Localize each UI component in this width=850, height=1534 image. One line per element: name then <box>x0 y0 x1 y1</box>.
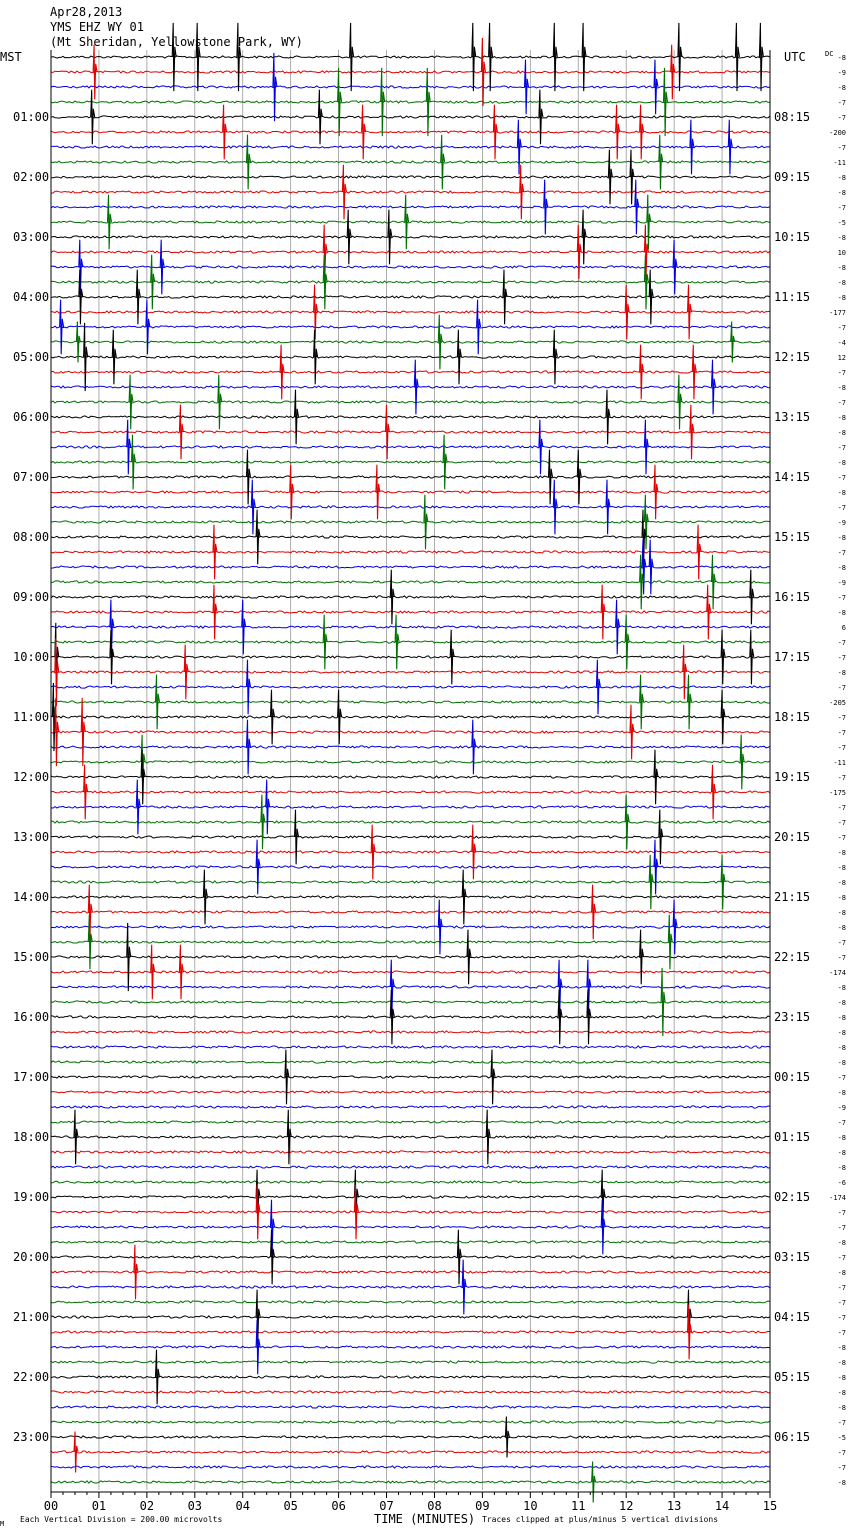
mst-hour-label: 19:00 <box>13 1190 50 1204</box>
trace-row-92 <box>51 1436 770 1438</box>
dc-offset-row-60: -7 <box>837 954 846 962</box>
dc-offset-row-90: -8 <box>837 1404 846 1412</box>
location-label: (Mt Sheridan, Yellowstone Park, WY) <box>50 35 303 49</box>
event-99 <box>553 480 557 535</box>
trace-row-44 <box>51 716 770 718</box>
dc-offset-row-87: -8 <box>837 1359 846 1367</box>
dc-offset-row-34: -8 <box>837 564 846 572</box>
utc-hour-label: 10:15 <box>774 230 811 244</box>
trace-row-54 <box>51 866 770 868</box>
dc-offset-row-4: -7 <box>837 114 846 122</box>
trace-row-80 <box>51 1256 770 1258</box>
event-115 <box>707 585 711 640</box>
utc-hour-label: 11:15 <box>774 290 811 304</box>
dc-offset-row-23: -7 <box>837 399 846 407</box>
utc-hour-label: 15:15 <box>774 530 811 544</box>
utc-hour-label: 23:15 <box>774 1010 811 1024</box>
dc-offset-row-22: -8 <box>837 384 846 392</box>
dc-offset-row-58: -8 <box>837 924 846 932</box>
x-tick-label-04: 04 <box>235 1499 250 1513</box>
trace-row-36 <box>51 596 770 598</box>
dc-offset-row-7: -11 <box>833 159 846 167</box>
trace-row-29 <box>51 491 770 493</box>
date-label: Apr28,2013 <box>50 5 123 19</box>
dc-offset-row-50: -7 <box>837 804 846 812</box>
utc-hour-label: 18:15 <box>774 710 811 724</box>
dc-offset-row-55: -8 <box>837 879 846 887</box>
dc-offset-row-64: -8 <box>837 1014 846 1022</box>
utc-hour-label: 20:15 <box>774 830 811 844</box>
trace-row-0 <box>51 56 770 58</box>
trace-row-28 <box>51 476 770 478</box>
dc-offset-row-52: -7 <box>837 834 846 842</box>
dc-offset-row-2: -8 <box>837 84 846 92</box>
utc-hour-label: 03:15 <box>774 1250 811 1264</box>
trace-row-6 <box>51 146 770 148</box>
dc-offset-row-83: -7 <box>837 1299 846 1307</box>
dc-offset-row-53: -8 <box>837 849 846 857</box>
dc-offset-row-65: -8 <box>837 1029 846 1037</box>
dc-offset-row-27: -8 <box>837 459 846 467</box>
trace-row-23 <box>51 401 770 403</box>
mst-hour-label: 20:00 <box>13 1250 50 1264</box>
trace-row-9 <box>51 191 770 193</box>
event-183 <box>491 1050 495 1105</box>
seismic-traces <box>51 56 770 1483</box>
dc-offset-row-81: -8 <box>837 1269 846 1277</box>
dc-offset-row-69: -8 <box>837 1089 846 1097</box>
mst-hour-label: 01:00 <box>13 110 50 124</box>
trace-row-14 <box>51 266 770 268</box>
trace-row-17 <box>51 311 770 313</box>
x-tick-label-06: 06 <box>331 1499 346 1513</box>
trace-row-67 <box>51 1061 770 1063</box>
dc-offset-row-8: -8 <box>837 174 846 182</box>
utc-hour-label: 16:15 <box>774 590 811 604</box>
dc-offset-row-56: -8 <box>837 894 846 902</box>
event-140 <box>81 698 85 766</box>
dc-offset-row-17: -177 <box>829 309 846 317</box>
dc-label: DC <box>825 50 834 58</box>
trace-row-21 <box>51 371 770 373</box>
x-tick-label-15: 15 <box>762 1499 778 1513</box>
trace-row-4 <box>51 116 770 118</box>
trace-row-75 <box>51 1181 770 1183</box>
x-tick-label-10: 10 <box>523 1499 538 1513</box>
dc-offset-row-28: -7 <box>837 474 846 482</box>
mst-hour-label: 03:00 <box>13 230 50 244</box>
dc-offset-row-40: -7 <box>837 654 846 662</box>
dc-offset-row-89: -8 <box>837 1389 846 1397</box>
utc-hour-label: 12:15 <box>774 350 811 364</box>
dc-offset-row-84: -7 <box>837 1314 846 1322</box>
trace-row-81 <box>51 1271 770 1273</box>
dc-offset-row-21: -7 <box>837 369 846 377</box>
trace-row-55 <box>51 881 770 883</box>
dc-offset-row-26: -7 <box>837 444 846 452</box>
utc-hour-label: 19:15 <box>774 770 811 784</box>
mst-hour-label: 09:00 <box>13 590 50 604</box>
x-tick-label-13: 13 <box>666 1499 682 1513</box>
dc-offset-row-95: -8 <box>837 1479 846 1487</box>
mst-hour-label: 05:00 <box>13 350 50 364</box>
utc-hour-label: 04:15 <box>774 1310 811 1324</box>
mst-hour-label: 22:00 <box>13 1370 50 1384</box>
trace-row-8 <box>51 176 770 178</box>
dc-offset-row-59: -7 <box>837 939 846 947</box>
mst-hour-label: 23:00 <box>13 1430 50 1444</box>
dc-offset-row-72: -8 <box>837 1134 846 1142</box>
dc-offset-row-25: -8 <box>837 429 846 437</box>
trace-row-85 <box>51 1331 770 1333</box>
trace-row-73 <box>51 1151 770 1153</box>
clip-note: Traces clipped at plus/minus 5 vertical divisions <box>482 1515 719 1524</box>
dc-offset-row-13: 10 <box>837 249 846 257</box>
trace-row-49 <box>51 791 770 793</box>
dc-offset-row-66: -8 <box>837 1044 846 1052</box>
trace-row-26 <box>51 446 770 448</box>
trace-row-34 <box>51 566 770 568</box>
mst-hour-label: 13:00 <box>13 830 50 844</box>
dc-offset-row-3: -7 <box>837 99 846 107</box>
dc-offset-row-91: -7 <box>837 1419 846 1427</box>
scale-note: Each Vertical Division = 200.00 microvolts <box>20 1515 223 1524</box>
utc-hour-label: 13:15 <box>774 410 811 424</box>
trace-row-69 <box>51 1091 770 1093</box>
axes <box>44 50 777 1513</box>
trace-row-2 <box>51 86 770 88</box>
dc-offset-row-75: -6 <box>837 1179 846 1187</box>
dc-offset-row-5: -200 <box>829 129 846 137</box>
dc-offset-row-45: -7 <box>837 729 846 737</box>
trace-row-5 <box>51 131 770 133</box>
mst-hour-label: 21:00 <box>13 1310 50 1324</box>
event-149 <box>712 765 716 820</box>
dc-offset-row-88: -8 <box>837 1374 846 1382</box>
trace-row-87 <box>51 1361 770 1363</box>
trace-row-50 <box>51 806 770 808</box>
mst-hour-label: 16:00 <box>13 1010 50 1024</box>
dc-offset-row-48: -7 <box>837 774 846 782</box>
trace-row-46 <box>51 746 770 748</box>
trace-row-40 <box>51 656 770 658</box>
utc-hour-label: 06:15 <box>774 1430 811 1444</box>
mst-label: MST <box>0 50 22 64</box>
dc-offset-row-57: -8 <box>837 909 846 917</box>
dc-offset-row-54: -8 <box>837 864 846 872</box>
trace-row-65 <box>51 1031 770 1033</box>
x-tick-label-11: 11 <box>571 1499 586 1513</box>
dc-offset-row-71: -7 <box>837 1119 846 1127</box>
utc-hour-label: 14:15 <box>774 470 811 484</box>
utc-hour-label: 09:15 <box>774 170 811 184</box>
mst-hour-label: 12:00 <box>13 770 50 784</box>
trace-row-76 <box>51 1196 770 1198</box>
dc-offset-row-51: -7 <box>837 819 846 827</box>
dc-offset-row-49: -175 <box>829 789 846 797</box>
trace-row-90 <box>51 1406 770 1408</box>
trace-row-82 <box>51 1286 770 1288</box>
dc-offset-row-77: -7 <box>837 1209 846 1217</box>
dc-offset-row-93: -7 <box>837 1449 846 1457</box>
x-tick-label-08: 08 <box>427 1499 442 1513</box>
trace-row-48 <box>51 776 770 778</box>
dc-offset-row-63: -8 <box>837 999 846 1007</box>
event-33 <box>441 135 445 190</box>
dc-offset-row-36: -7 <box>837 594 846 602</box>
dc-offset-row-76: -174 <box>829 1194 846 1202</box>
trace-row-86 <box>51 1346 770 1348</box>
utc-hour-label: 17:15 <box>774 650 811 664</box>
trace-row-79 <box>51 1241 770 1243</box>
dc-offset-row-18: -7 <box>837 324 846 332</box>
dc-offset-row-33: -7 <box>837 549 846 557</box>
trace-row-47 <box>51 761 770 763</box>
trace-row-37 <box>51 611 770 613</box>
dc-offset-row-41: -8 <box>837 669 846 677</box>
trace-row-93 <box>51 1451 770 1453</box>
dc-offset-row-32: -8 <box>837 534 846 542</box>
trace-row-72 <box>51 1136 770 1138</box>
x-tick-label-12: 12 <box>618 1499 634 1513</box>
trace-row-38 <box>51 626 770 628</box>
dc-offset-row-68: -7 <box>837 1074 846 1082</box>
trace-row-53 <box>51 851 770 853</box>
dc-offset-row-12: -8 <box>837 234 846 242</box>
event-36 <box>630 150 634 205</box>
mst-hour-label: 06:00 <box>13 410 50 424</box>
trace-row-95 <box>51 1481 770 1483</box>
mst-hour-label: 18:00 <box>13 1130 50 1144</box>
x-tick-label-07: 07 <box>379 1499 394 1513</box>
trace-row-78 <box>51 1226 770 1228</box>
trace-row-68 <box>51 1076 770 1078</box>
dc-offset-row-11: -5 <box>837 219 846 227</box>
dc-offset-row-30: -7 <box>837 504 846 512</box>
dc-offset-row-29: -8 <box>837 489 846 497</box>
trace-row-42 <box>51 686 770 688</box>
dc-offset-row-9: -8 <box>837 189 846 197</box>
trace-row-45 <box>51 731 770 733</box>
event-30 <box>690 120 694 175</box>
dc-offset-row-85: -7 <box>837 1329 846 1337</box>
trace-row-74 <box>51 1166 770 1168</box>
trace-row-51 <box>51 821 770 823</box>
mst-hour-label: 07:00 <box>13 470 50 484</box>
dc-offset-row-35: -9 <box>837 579 846 587</box>
x-tick-label-03: 03 <box>187 1499 203 1513</box>
x-tick-label-02: 02 <box>139 1499 155 1513</box>
dc-offset-row-6: -7 <box>837 144 846 152</box>
trace-row-18 <box>51 326 770 328</box>
trace-row-12 <box>51 236 770 238</box>
trace-row-19 <box>51 341 770 343</box>
dc-offset-row-16: -8 <box>837 294 846 302</box>
x-tick-label-00: 00 <box>43 1499 59 1513</box>
trace-row-22 <box>51 386 770 388</box>
dc-offset-row-0: -8 <box>837 54 846 62</box>
dc-offset-row-62: -8 <box>837 984 846 992</box>
dc-offset-row-94: -7 <box>837 1464 846 1472</box>
trace-row-89 <box>51 1391 770 1393</box>
dc-offset-row-24: -8 <box>837 414 846 422</box>
mst-hour-label: 10:00 <box>13 650 50 664</box>
utc-hour-label: 21:15 <box>774 890 811 904</box>
trace-row-59 <box>51 941 770 943</box>
x-tick-label-05: 05 <box>283 1499 298 1513</box>
trace-row-11 <box>51 221 770 223</box>
station-label: YMS EHZ WY 01 <box>50 20 144 34</box>
dc-offset-row-39: -7 <box>837 639 846 647</box>
x-tick-label-14: 14 <box>714 1499 730 1513</box>
mst-hour-label: 08:00 <box>13 530 50 544</box>
dc-offset-row-14: -8 <box>837 264 846 272</box>
dc-offset-row-46: -7 <box>837 744 846 752</box>
dc-offset-row-80: -7 <box>837 1254 846 1262</box>
utc-hour-label: 01:15 <box>774 1130 811 1144</box>
trace-row-31 <box>51 521 770 523</box>
trace-row-41 <box>51 671 770 673</box>
trace-row-70 <box>51 1106 770 1108</box>
dc-offset-row-19: -4 <box>837 339 846 347</box>
trace-row-71 <box>51 1121 770 1123</box>
dc-offset-labels <box>829 54 846 1487</box>
mst-hour-label: 11:00 <box>13 710 50 724</box>
dc-offset-row-20: 12 <box>837 354 846 362</box>
x-tick-label-01: 01 <box>91 1499 107 1513</box>
utc-hour-label: 00:15 <box>774 1070 811 1084</box>
dc-offset-row-15: -8 <box>837 279 846 287</box>
dc-offset-row-38: 6 <box>841 624 846 632</box>
dc-offset-row-10: -7 <box>837 204 846 212</box>
event-86 <box>690 405 694 460</box>
trace-row-58 <box>51 926 770 928</box>
trace-row-66 <box>51 1046 770 1048</box>
utc-hour-label: 22:15 <box>774 950 811 964</box>
trace-row-15 <box>51 281 770 283</box>
dc-offset-row-73: -8 <box>837 1149 846 1157</box>
trace-row-60 <box>51 956 770 958</box>
utc-label: UTC <box>784 50 806 64</box>
dc-offset-row-79: -8 <box>837 1239 846 1247</box>
trace-row-27 <box>51 461 770 463</box>
trace-row-77 <box>51 1211 770 1213</box>
mst-hour-label: 17:00 <box>13 1070 50 1084</box>
mst-hour-label: 15:00 <box>13 950 50 964</box>
trace-row-32 <box>51 536 770 538</box>
trace-row-25 <box>51 431 770 433</box>
trace-row-33 <box>51 551 770 553</box>
dc-offset-row-61: -174 <box>829 969 846 977</box>
mst-hour-label: 14:00 <box>13 890 50 904</box>
event-112 <box>750 570 754 625</box>
trace-row-20 <box>51 356 770 358</box>
trace-row-24 <box>51 416 770 418</box>
trace-row-10 <box>51 206 770 208</box>
dc-offset-row-37: -8 <box>837 609 846 617</box>
trace-row-94 <box>51 1466 770 1468</box>
dc-offset-row-43: -205 <box>829 699 846 707</box>
dc-offset-row-67: -8 <box>837 1059 846 1067</box>
event-8 <box>678 23 682 91</box>
dc-offset-row-44: -7 <box>837 714 846 722</box>
x-tick-label-09: 09 <box>475 1499 490 1513</box>
trace-row-16 <box>51 296 770 298</box>
dc-offset-row-47: -11 <box>833 759 846 767</box>
trace-row-13 <box>51 251 770 253</box>
event-25 <box>362 105 366 160</box>
trace-row-35 <box>51 581 770 583</box>
trace-row-57 <box>51 911 770 913</box>
trace-row-39 <box>51 641 770 643</box>
trace-row-83 <box>51 1301 770 1303</box>
dc-offset-row-74: -8 <box>837 1164 846 1172</box>
trace-row-56 <box>51 896 770 898</box>
trace-row-3 <box>51 101 770 103</box>
trace-row-30 <box>51 506 770 508</box>
dc-offset-row-78: -7 <box>837 1224 846 1232</box>
dc-offset-row-82: -7 <box>837 1284 846 1292</box>
utc-hour-label: 02:15 <box>774 1190 811 1204</box>
dc-offset-row-70: -9 <box>837 1104 846 1112</box>
trace-row-1 <box>51 71 770 73</box>
trace-row-91 <box>51 1421 770 1423</box>
utc-hour-label: 05:15 <box>774 1370 811 1384</box>
dc-offset-row-1: -9 <box>837 69 846 77</box>
corner-mark: M <box>0 1520 5 1528</box>
dc-offset-row-42: -7 <box>837 684 846 692</box>
utc-hour-label: 08:15 <box>774 110 811 124</box>
dc-offset-row-86: -8 <box>837 1344 846 1352</box>
trace-row-84 <box>51 1316 770 1318</box>
mst-hour-label: 02:00 <box>13 170 50 184</box>
mst-hour-label: 04:00 <box>13 290 50 304</box>
dc-offset-row-92: -5 <box>837 1434 846 1442</box>
dc-offset-row-31: -9 <box>837 519 846 527</box>
x-axis-title: TIME (MINUTES) <box>374 1512 476 1526</box>
